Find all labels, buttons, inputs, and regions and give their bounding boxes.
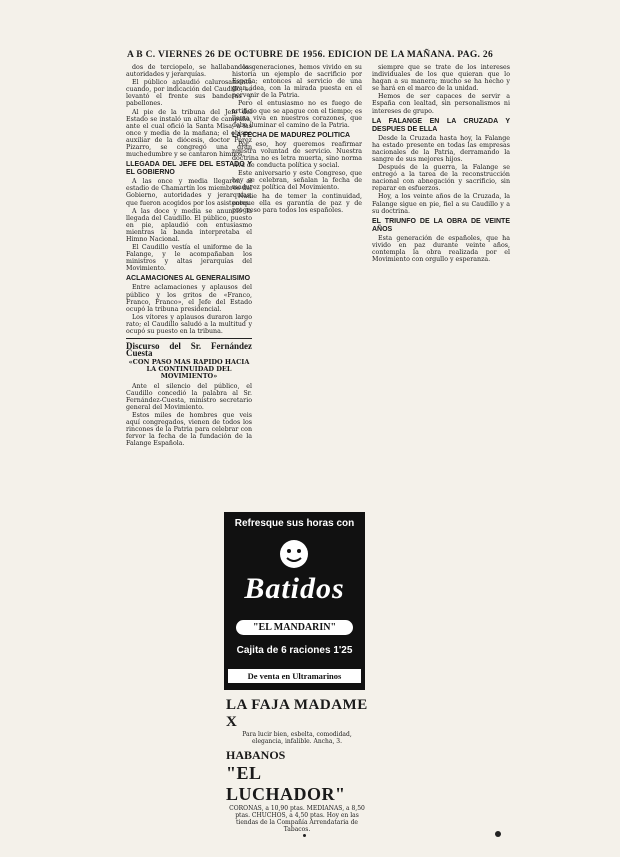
paragraph: Pero el entusiasmo no es fuego de artificio que se apague con el tiempo; es llama viva en nuestros corazones, que debe iluminar el camino de la Patria.: [232, 100, 362, 129]
paragraph: Hemos de ser capaces de servir a España con lealtad, sin personalismos ni intereses de grupo.: [372, 93, 510, 115]
article-column-2: [232, 64, 362, 215]
section-heading: LA FECHA DE MADUREZ POLITICA: [232, 131, 351, 139]
paragraph: Entre aclamaciones y aplausos del público y los gritos de «Franco, Franco, Franco», el Jefe del Estado ocupó la tribuna presidencial.: [126, 284, 252, 313]
article-headline: Discurso del Sr. Fernández Cuesta: [126, 341, 252, 359]
section-heading: LA FALANGE EN LA CRUZADA Y DESPUES DE ELLA: [372, 117, 510, 133]
ad-brand: Batidos: [244, 572, 345, 605]
paragraph: Esta generación de españoles, que ha vivido en paz durante veinte años, contempla la obra realizada por el Movimiento con orgullo y esperanza.: [372, 234, 510, 263]
paragraph: dos de terciopelo, se hallaban las autoridades y jerarquías.: [126, 64, 252, 79]
ad-title: LA FAJA MADAME X: [226, 697, 368, 730]
paragraph: dos generaciones, hemos vivido en su historia un ejemplo de sacrificio por España; entonces al servicio de una gran idea, con la mirada puesta en el porvenir de la Patria.: [232, 64, 362, 100]
page-mark: [495, 831, 501, 837]
paragraph: Estos miles de hombres que veis aquí congregados, vienen de todos los rincones de la Patria para celebrar con fervor la fecha de la fundación de la Falange Española.: [126, 411, 252, 448]
section-heading: ACLAMACIONES AL GENERALISIMO: [126, 275, 251, 283]
ad-text: CORONAS, a 10,90 ptas. MEDIANAS, a 8,50 ptas. CHUCHOS, a 4,50 ptas. Hoy en las tiendas de la Compañía Arrendataria de Tabacos.: [229, 805, 365, 833]
paragraph: Por eso, hoy queremos reafirmar nuestra voluntad de servicio. Nuestra doctrina no es letra muerta, sino norma viva de conducta política y social.: [232, 140, 362, 170]
subheadline: «CON PASO MAS RAPIDO HACIA LA CONTINUIDAD DEL MOVIMIENTO»: [128, 358, 250, 381]
paragraph: Este aniversario y este Congreso, que hoy se celebran, señalan la fecha de madurez política del Movimiento.: [232, 170, 362, 192]
paragraph: Ante el silencio del público, el Caudillo concedió la palabra al Sr. Fernández-Cuesta, ministro secretario general del Movimiento.: [126, 382, 252, 411]
paragraph: Los vítores y aplausos duraron largo rato; el Caudillo saludó a la multitud y ocupó su puesto en la tribuna.: [126, 313, 252, 335]
paragraph: Después de la guerra, la Falange se entregó a la tarea de la reconstrucción nacional con abnegación y sacrificio, sin reparar en esfuerzos.: [372, 164, 510, 193]
ad-text: Para lucir bien, esbelta, comodidad, elegancia, infalible. Ancha, 3.: [242, 731, 352, 745]
paragraph: El Caudillo vestía el uniforme de la Falange, y le acompañaban los ministros y altas jerarquías del Movimiento.: [126, 244, 252, 273]
ad-brand: "EL LUCHADOR": [226, 763, 346, 804]
ad-availability: De venta en Ultramarinos: [228, 669, 361, 683]
section-heading: EL TRIUNFO DE LA OBRA DE VEINTE AÑOS: [372, 217, 510, 233]
divider: [126, 338, 252, 339]
page-mark: [303, 834, 306, 837]
section-heading: LLEGADA DEL JEFE DEL ESTADO Y EL GOBIERNO: [126, 161, 252, 177]
paragraph: Nadie ha de temer la continuidad, porque ella es garantía de paz y de progreso para todos los españoles.: [232, 192, 362, 214]
ad-price: Cajita de 6 raciones 1'25: [236, 645, 353, 656]
ad-tagline: Refresque sus horas con: [234, 518, 355, 529]
article-column-3: [372, 64, 510, 264]
advertisement-luchador: [226, 748, 368, 833]
ad-category: HABANOS: [226, 748, 286, 762]
paragraph: A las doce y media se anunció la llegada del Caudillo. El público, puesto en pie, aplaudió con entusiasmo mientras la banda interpretaba el Himno Nacional.: [126, 207, 252, 243]
paragraph: Hoy, a los veinte años de la Cruzada, la Falange sigue en pie, fiel a su Caudillo y a su doctrina.: [372, 193, 510, 215]
mandarin-mascot-icon: [272, 536, 316, 572]
paragraph: Al pie de la tribuna del Jefe del Estado se instaló un altar de campaña, ante el cual ofició la Santa Misa, a las once y media de la mañana; el obispo auxiliar de la diócesis, doctor Pérez Pizarro, se congregó una gran muchedumbre y se cantaron himnos.: [126, 108, 252, 159]
paragraph: siempre que se trate de los intereses individuales de los que quieran que lo hagan a su manera; mucho se ha hecho y se hará en el marco de la unidad.: [372, 64, 510, 93]
advertisement-faja: [226, 697, 368, 745]
paragraph: Desde la Cruzada hasta hoy, la Falange ha estado presente en todas las empresas nacionales de la Patria, derramando la sangre de sus mejores hijos.: [372, 134, 510, 163]
advertisement-batidos: [224, 512, 365, 690]
paragraph: El público aplaudió calurosamente cuando, por indicación del Caudillo, se levantó el frente sus banderas y pabellones.: [126, 79, 252, 108]
ad-product-name: "EL MANDARIN": [236, 620, 353, 635]
page-header: A B C. VIERNES 26 DE OCTUBRE DE 1956. EDICION DE LA MAÑANA. PAG. 26: [126, 50, 493, 60]
paragraph: A las once y media llegaron al estadio de Chamartín los miembros del Gobierno, autoridades y jerarquías, que fueron acogidos por los asistentes.: [126, 178, 252, 207]
